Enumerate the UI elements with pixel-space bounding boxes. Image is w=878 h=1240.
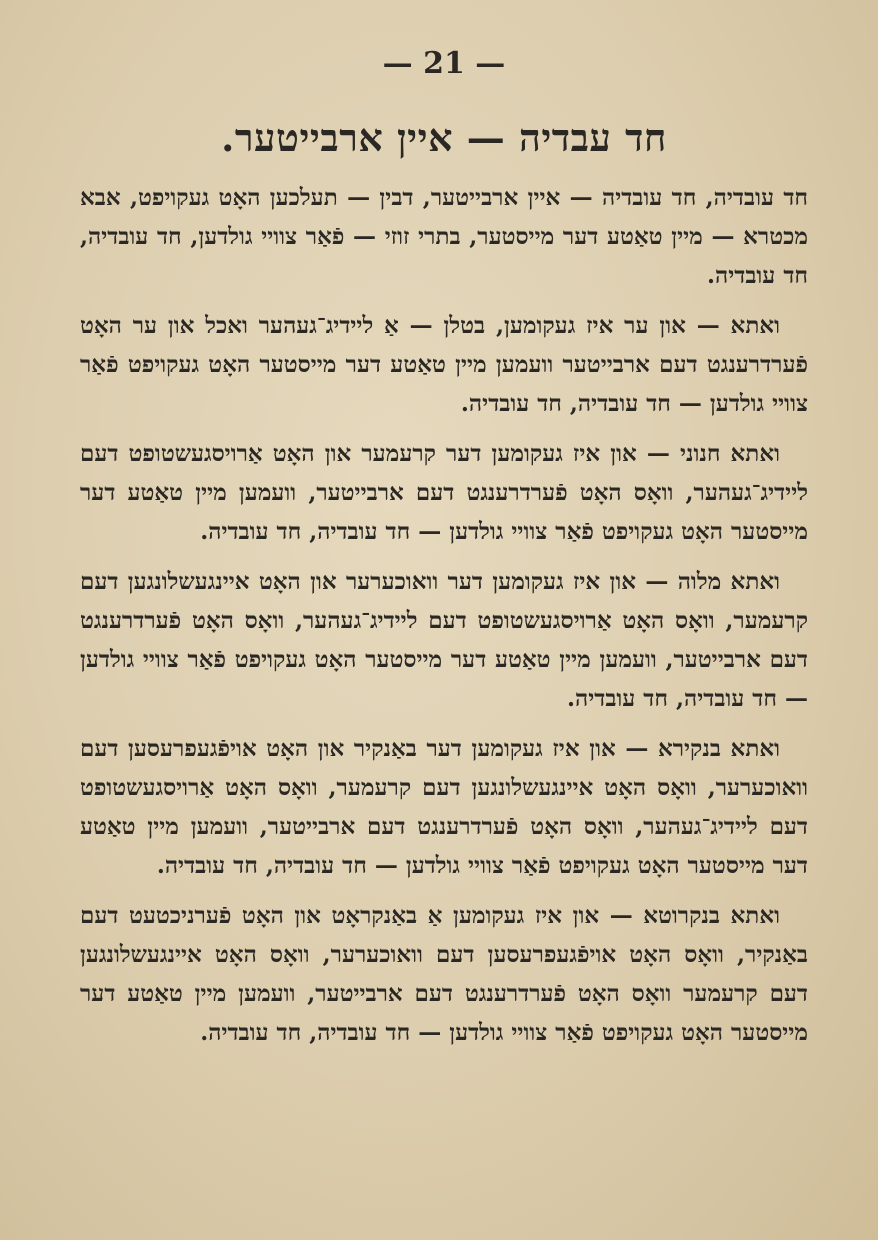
page-number: — 21 — — [382, 46, 506, 81]
paragraph-4: ואתא מלוה — און איז געקומען דער וואוכערער און האָט איינגעשלונגען דעם קרעמער, וואָס האָט אַרויסגעשטופט דעם ליידיג־געהער, וואָס האָט פֿערדרענגט דעם ארבייטער, וועמען מיין טאַטע דער מייסטער האָט געקויפט פֿאַר צוויי גולדען — חד עובדיה, חד עובדיה. — [80, 568, 808, 712]
paragraph-2: ואתא — און ער איז געקומען, בטלן — אַ ליידיג־געהער ואכל און ער האָט פֿערדרענגט דעם ארבייטער וועמען מיין טאַטע דער מייסטער האָט געקויפט פֿאַר צוויי גולדען — חד עובדיה, חד עובדיה. — [80, 312, 808, 417]
page-title: חד עבדיה — איין ארבייטער. — [221, 115, 667, 160]
paragraph-1: חד עובדיה, חד עובדיה — איין ארבייטער, דבין — תעלכען האָט געקויפט, אבא מכטרא — מיין טאַטע דער מייסטער, בתרי זוזי — פֿאַר צוויי גולדען, חד עובדיה, חד עובדיה. — [80, 184, 808, 289]
paragraph-5: ואתא בנקירא — און איז געקומען דער באַנקיר און האָט אויפֿגעפרעסען דעם וואוכערער, וואָס האָט איינגעשלונגען דעם קרעמער, וואָס האָט אַרויסגעשטופט דעם ליידיג־געהער, וואָס האָט פֿערדרענגט דעם ארבייטער, וועמען מיין טאַטע דער מייסטער האָט געקויפט פֿאַר צוויי גולדען — חד עובדיה, חד עובדיה. — [80, 735, 808, 879]
paragraph-6: ואתא בנקרוטא — און איז געקומען אַ באַנקראָט און האָט פֿערניכטעט דעם באַנקיר, וואָס האָט אויפֿגעפרעסען דעם וואוכערער, וואָס האָט איינגעשלונגען דעם קרעמער וואָס האָט פֿערדרענגט דעם ארבייטער, וועמען מיין טאַטע דער מייסטער האָט געקויפט פֿאַר צוויי גולדען — חד עובדיה, חד עובדיה. — [80, 902, 808, 1046]
paragraph-3: ואתא חנוני — און איז געקומען דער קרעמער און האָט אַרויסגעשטופט דעם ליידיג־געהער, וואָס האָט פֿערדרענגט דעם ארבייטער, וועמען מיין טאַטע דער מייסטער האָט געקויפט פֿאַר צוויי גולדען — חד עובדיה, חד עובדיה. — [80, 440, 808, 545]
